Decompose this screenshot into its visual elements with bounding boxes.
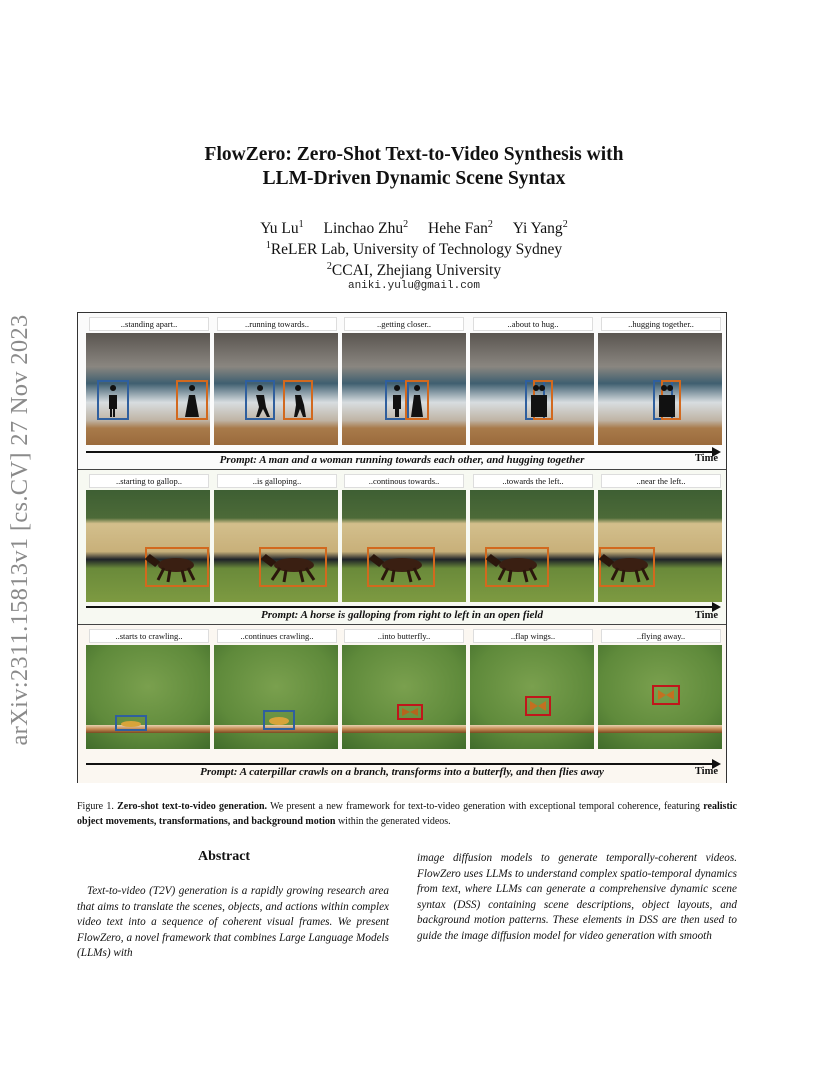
frame-caption: ..flying away..	[601, 629, 721, 643]
frame-caption: ..towards the left..	[473, 474, 593, 488]
caption-bold-highlight: realistic object movements, transformations, and background motion	[77, 801, 737, 827]
author: Hehe Fan$^2$	[428, 218, 493, 237]
horse-frame-1	[86, 490, 210, 602]
time-arrow	[86, 451, 714, 453]
panel-hug	[78, 313, 726, 469]
frame-caption: ..near the left..	[601, 474, 721, 488]
author: Linchao Zhu$^2$	[323, 218, 409, 237]
author: Yu Lu$^1$	[260, 218, 304, 237]
frame-caption: ..getting closer..	[344, 317, 464, 331]
caterpillar-frame-3	[342, 645, 466, 749]
time-arrow	[86, 606, 714, 608]
beach-frames	[78, 333, 726, 445]
horse-frame-3	[342, 490, 466, 602]
horse-frame-5	[598, 490, 722, 602]
figure-caption	[77, 800, 737, 829]
time-arrow	[86, 763, 714, 765]
caterpillar-frame-1	[86, 645, 210, 749]
prompt-text: Prompt: A man and a woman running towards each other, and hugging together	[219, 454, 585, 466]
title-line-1: FlowZero: Zero-Shot Text-to-Video Synthesis with	[204, 144, 624, 165]
frame-caption: ..running towards..	[217, 317, 337, 331]
time-label: Time	[694, 610, 718, 621]
figure-1	[77, 312, 727, 783]
frame-caption: ..is galloping..	[217, 474, 337, 488]
abstract-column-left: Text-to-video (T2V) generation is a rapidly growing research area that aims to translate the scenes, objects, and actions within complex video text into a sequence of coherent visual frames. We present FlowZero, a novel framework that combines Large Language Models (LLMs) with	[77, 885, 389, 959]
author-block	[0, 218, 828, 281]
caption-bold-title: Zero-shot text-to-video generation.	[117, 801, 268, 812]
arxiv-id: arXiv:2311.15813v1 [cs.CV] 27 Nov 2023	[6, 314, 33, 746]
abstract-column-right: image diffusion models to generate temporally-coherent videos. FlowZero uses LLMs to understand complex spatio-temporal dynamics from text, where LLMs can generate a comprehensive dynamic scene syntax (DSS) containing scene descriptions, object layouts, and background motion patterns. These elements in DSS are then used to guide the image diffusion model for video generation with smooth	[417, 852, 737, 942]
author: Yi Yang$^2$	[512, 218, 568, 237]
frame-caption: ..continous towards..	[344, 474, 464, 488]
caption-text-end: within the generated videos.	[335, 815, 451, 827]
frame-caption: ..about to hug..	[473, 317, 593, 331]
time-label: Time	[694, 766, 718, 777]
frame-caption: ..continues crawling..	[217, 629, 337, 643]
frame-caption: ..flap wings..	[473, 629, 593, 643]
caterpillar-frame-5	[598, 645, 722, 749]
author-list	[0, 218, 828, 239]
prompt-text: Prompt: A caterpillar crawls on a branch, transforms into a butterfly, and then flies away	[200, 766, 604, 778]
frame-caption: ..into butterfly..	[344, 629, 464, 643]
caption-text: We present a new framework for text-to-video generation with exceptional temporal coherence, featuring	[267, 801, 704, 812]
caterpillar-frames	[78, 645, 726, 759]
beach-frame-1	[86, 333, 210, 445]
frame-caption: ..standing apart..	[89, 317, 209, 331]
prompt-text: Prompt: A horse is galloping from right to left in an open field	[261, 609, 543, 621]
frame-caption: ..starts to crawling..	[89, 629, 209, 643]
affiliation-2: $^2$CCAI, Zhejiang University	[326, 260, 502, 279]
horse-frames	[78, 490, 726, 602]
author-email[interactable]: aniki.yulu@gmail.com	[347, 280, 481, 292]
beach-frame-2	[214, 333, 338, 445]
panel-caterpillar	[78, 624, 726, 783]
horse-frame-2	[214, 490, 338, 602]
frame-caption: ..starting to gallop..	[89, 474, 209, 488]
caterpillar-frame-4	[470, 645, 594, 749]
time-label: Time	[694, 453, 718, 464]
abstract-heading: Abstract	[198, 849, 251, 864]
caption-label: Figure 1.	[77, 801, 114, 812]
beach-frame-5	[598, 333, 722, 445]
beach-frame-4	[470, 333, 594, 445]
beach-frame-3	[342, 333, 466, 445]
caterpillar-frame-2	[214, 645, 338, 749]
horse-frame-4	[470, 490, 594, 602]
frame-caption: ..hugging together..	[601, 317, 721, 331]
affiliation-1: $^1$ReLER Lab, University of Technology Sydney	[265, 239, 563, 258]
panel-horse	[78, 469, 726, 625]
paper-title	[0, 143, 828, 191]
title-line-2: LLM-Driven Dynamic Scene Syntax	[262, 168, 566, 189]
